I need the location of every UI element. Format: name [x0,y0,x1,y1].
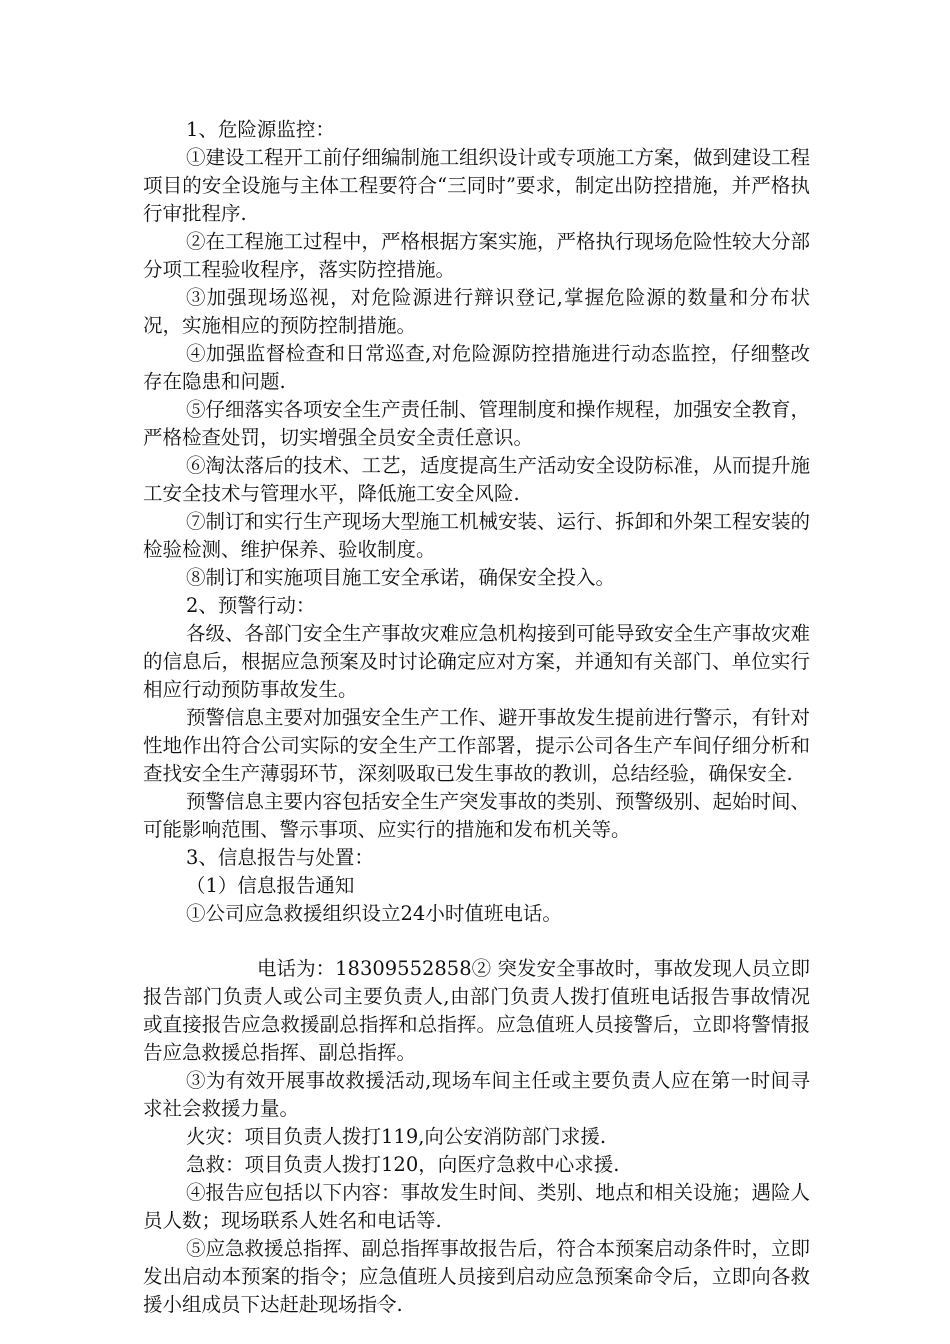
paragraph-item-8: ⑧制订和实施项目施工安全承诺，确保安全投入。 [186,566,616,589]
paragraph-item-7: ⑦制订和实行生产现场大型施工机械安装、运行、拆卸和外架工程安装的检验检测、维护保养、验收制度。 [143,510,811,561]
paragraph-item-2: ②在工程施工过程中，严格根据方案实施，严格执行现场危险性较大分部分项工程验收程序，落实防控措施。 [143,230,811,281]
document-page [143,116,810,1319]
heading-hazard-monitoring: 1、危险源监控： [186,118,335,141]
paragraph-item-1: ①建设工程开工前仔细编制施工组织设计或专项施工方案，做到建设工程项目的安全设施与主体工程要符合“三同时”要求，制定出防控措施，并严格执行审批程序. [143,146,811,225]
paragraph-duty-phone: ①公司应急救援组织设立24小时值班电话。 [186,902,562,925]
paragraph-warning-1: 各级、各部门安全生产事故灾难应急机构接到可能导致安全生产事故灾难的信息后，根据应急预案及时讨论确定应对方案，并通知有关部门、单位实行相应行动预防事故发生。 [143,622,811,701]
paragraph-item-3: ③加强现场巡视，对危险源进行辩识登记,掌握危险源的数量和分布状况，实施相应的预防控制措施。 [143,286,810,337]
paragraph-warning-3: 预警信息主要内容包括安全生产突发事故的类别、预警级别、起始时间、可能影响范围、警示事项、应实行的措施和发布机关等。 [143,790,811,841]
paragraph-report-4: ④报告应包括以下内容：事故发生时间、类别、地点和相关设施；遇险人员人数；现场联系人姓名和电话等. [143,1181,811,1232]
paragraph-report-3: ③为有效开展事故救援活动,现场车间主任或主要负责人应在第一时间寻求社会救援力量。 [143,1069,810,1120]
paragraph-item-6: ⑥淘汰落后的技术、工艺，适度提高生产活动安全设防标准，从而提升施工安全技术与管理水平，降低施工安全风险. [143,454,811,505]
heading-early-warning: 2、预警行动： [186,594,316,617]
paragraph-phone-report: 电话为：18309552858② 突发安全事故时，事故发现人员立即报告部门负责人或公司主要负责人,由部门负责人拨打值班电话报告事故情况或直接报告应急救援副总指挥和总指挥。应急值班人员接警后，立即将警情报告应急救援总指挥、副总指挥。 [143,957,810,1064]
paragraph-warning-2: 预警信息主要对加强安全生产工作、避开事故发生提前进行警示，有针对性地作出符合公司实际的安全生产工作部署，提示公司各生产车间仔细分析和查找安全生产薄弱环节，深刻吸取已发生事故的教训，总结经验，确保安全. [143,706,811,785]
paragraph-item-4: ④加强监督检查和日常巡查,对危险源防控措施进行动态监控，仔细整改存在隐患和问题. [143,342,810,393]
paragraph-fire: 火灾：项目负责人拨打119,向公安消防部门求援. [186,1125,607,1148]
heading-info-report: 3、信息报告与处置： [186,846,374,869]
paragraph-item-5: ⑤仔细落实各项安全生产责任制、管理制度和操作规程，加强安全教育，严格检查处罚，切实增强全员安全责任意识。 [143,398,811,449]
paragraph-report-5: ⑤应急救援总指挥、副总指挥事故报告后，符合本预案启动条件时，立即发出启动本预案的指令；应急值班人员接到启动应急预案命令后，立即向各救援小组成员下达赶赴现场指令. [143,1237,811,1316]
subheading-report-notice: （1）信息报告通知 [186,874,355,897]
paragraph-first-aid: 急救：项目负责人拨打120，向医疗急救中心求援. [186,1153,620,1176]
